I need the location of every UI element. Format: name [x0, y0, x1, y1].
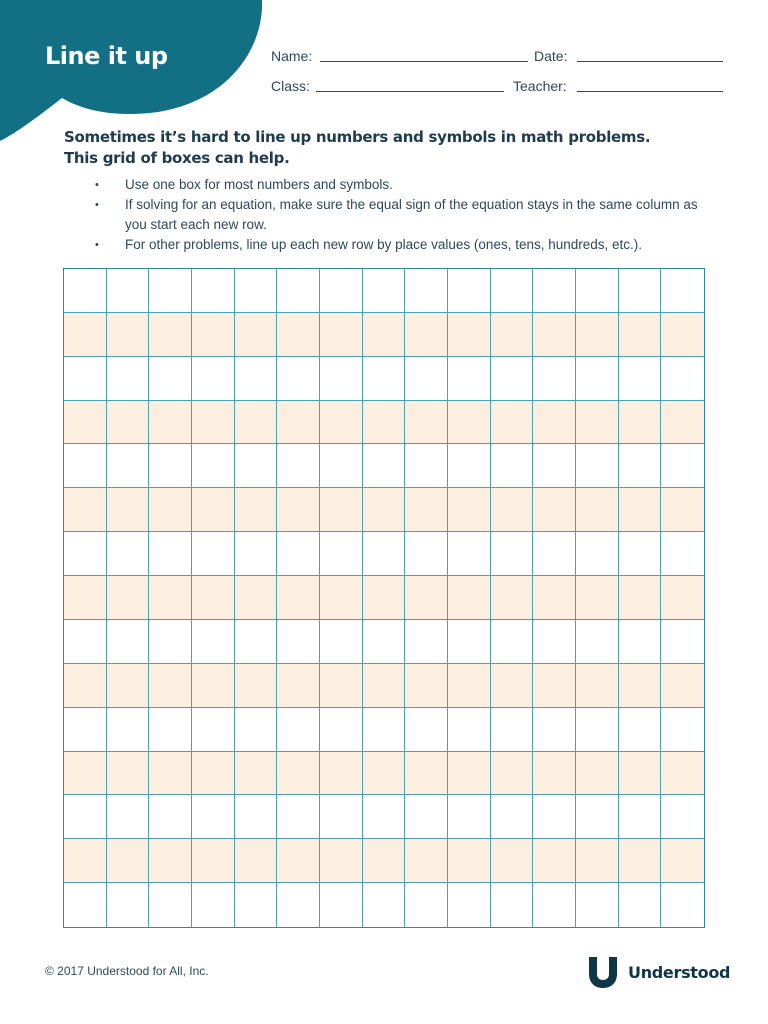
- grid-cell[interactable]: [149, 357, 192, 401]
- grid-cell[interactable]: [448, 883, 491, 927]
- grid-cell[interactable]: [235, 532, 278, 576]
- grid-cell[interactable]: [149, 532, 192, 576]
- grid-cell[interactable]: [363, 620, 406, 664]
- grid-cell[interactable]: [320, 752, 363, 796]
- grid-cell[interactable]: [277, 313, 320, 357]
- grid-cell[interactable]: [405, 620, 448, 664]
- grid-cell[interactable]: [491, 883, 534, 927]
- grid-cell[interactable]: [107, 357, 150, 401]
- grid-cell[interactable]: [235, 357, 278, 401]
- grid-cell[interactable]: [619, 839, 662, 883]
- grid-cell[interactable]: [192, 488, 235, 532]
- grid-cell[interactable]: [64, 401, 107, 445]
- grid-cell[interactable]: [448, 752, 491, 796]
- grid-cell[interactable]: [277, 620, 320, 664]
- grid-cell[interactable]: [277, 708, 320, 752]
- grid-cell[interactable]: [363, 532, 406, 576]
- grid-cell[interactable]: [363, 752, 406, 796]
- grid-cell[interactable]: [235, 664, 278, 708]
- grid-cell[interactable]: [533, 883, 576, 927]
- grid-cell[interactable]: [149, 795, 192, 839]
- grid-cell[interactable]: [405, 795, 448, 839]
- grid-cell[interactable]: [363, 444, 406, 488]
- grid-cell[interactable]: [405, 883, 448, 927]
- grid-cell[interactable]: [149, 883, 192, 927]
- grid-cell[interactable]: [619, 401, 662, 445]
- grid-cell[interactable]: [533, 532, 576, 576]
- grid-cell[interactable]: [64, 269, 107, 313]
- grid-cell[interactable]: [619, 488, 662, 532]
- grid-cell[interactable]: [235, 401, 278, 445]
- grid-cell[interactable]: [533, 664, 576, 708]
- grid-cell[interactable]: [235, 839, 278, 883]
- grid-cell[interactable]: [64, 488, 107, 532]
- grid-cell[interactable]: [448, 532, 491, 576]
- grid-cell[interactable]: [192, 839, 235, 883]
- grid-cell[interactable]: [491, 620, 534, 664]
- grid-cell[interactable]: [107, 401, 150, 445]
- grid-cell[interactable]: [533, 708, 576, 752]
- grid-cell[interactable]: [405, 664, 448, 708]
- grid-cell[interactable]: [320, 620, 363, 664]
- grid-cell[interactable]: [363, 313, 406, 357]
- grid-cell[interactable]: [192, 401, 235, 445]
- grid-cell[interactable]: [405, 444, 448, 488]
- grid-cell[interactable]: [491, 357, 534, 401]
- grid-cell[interactable]: [405, 708, 448, 752]
- grid-cell[interactable]: [661, 401, 704, 445]
- grid-cell[interactable]: [149, 839, 192, 883]
- grid-cell[interactable]: [277, 532, 320, 576]
- grid-cell[interactable]: [107, 313, 150, 357]
- grid-cell[interactable]: [405, 269, 448, 313]
- grid-cell[interactable]: [448, 401, 491, 445]
- grid-cell[interactable]: [576, 269, 619, 313]
- grid-cell[interactable]: [448, 795, 491, 839]
- grid-cell[interactable]: [107, 795, 150, 839]
- grid-cell[interactable]: [277, 488, 320, 532]
- grid-cell[interactable]: [448, 664, 491, 708]
- instruction-text: For other problems, line up each new row by place values (ones, tens, hundreds, etc.).: [125, 237, 643, 252]
- grid-cell[interactable]: [320, 488, 363, 532]
- grid-cell[interactable]: [661, 708, 704, 752]
- grid-cell[interactable]: [107, 620, 150, 664]
- grid-cell[interactable]: [192, 708, 235, 752]
- grid-cell[interactable]: [405, 401, 448, 445]
- grid-cell[interactable]: [235, 708, 278, 752]
- grid-cell[interactable]: [320, 883, 363, 927]
- grid-cell[interactable]: [661, 839, 704, 883]
- grid-cell[interactable]: [192, 752, 235, 796]
- grid-cell[interactable]: [277, 269, 320, 313]
- grid-cell[interactable]: [107, 444, 150, 488]
- grid-cell[interactable]: [64, 795, 107, 839]
- copyright-text: © 2017 Understood for All, Inc.: [45, 964, 209, 978]
- grid-cell[interactable]: [64, 576, 107, 620]
- grid-cell[interactable]: [533, 795, 576, 839]
- grid-cell[interactable]: [661, 444, 704, 488]
- grid-cell[interactable]: [64, 664, 107, 708]
- grid-cell[interactable]: [448, 269, 491, 313]
- grid-cell[interactable]: [533, 620, 576, 664]
- grid-cell[interactable]: [576, 532, 619, 576]
- grid-cell[interactable]: [661, 269, 704, 313]
- grid-cell[interactable]: [192, 269, 235, 313]
- grid-cell[interactable]: [619, 708, 662, 752]
- grid-cell[interactable]: [661, 488, 704, 532]
- grid-cell[interactable]: [320, 708, 363, 752]
- grid-cell[interactable]: [235, 576, 278, 620]
- grid-cell[interactable]: [320, 532, 363, 576]
- grid-cell[interactable]: [235, 752, 278, 796]
- grid-cell[interactable]: [448, 488, 491, 532]
- grid-cell[interactable]: [277, 752, 320, 796]
- name-label: Name:: [271, 48, 313, 64]
- grid-cell[interactable]: [64, 620, 107, 664]
- grid-cell[interactable]: [448, 839, 491, 883]
- grid-cell[interactable]: [277, 839, 320, 883]
- grid-cell[interactable]: [576, 708, 619, 752]
- grid-cell[interactable]: [363, 357, 406, 401]
- grid-cell[interactable]: [192, 883, 235, 927]
- grid-cell[interactable]: [619, 313, 662, 357]
- grid-cell[interactable]: [405, 313, 448, 357]
- grid-cell[interactable]: [192, 664, 235, 708]
- grid-cell[interactable]: [363, 839, 406, 883]
- grid-cell[interactable]: [320, 444, 363, 488]
- grid-cell[interactable]: [661, 576, 704, 620]
- grid-cell[interactable]: [448, 357, 491, 401]
- grid-cell[interactable]: [491, 708, 534, 752]
- grid-cell[interactable]: [619, 576, 662, 620]
- grid-cell[interactable]: [491, 795, 534, 839]
- intro-line-2: This grid of boxes can help.: [64, 149, 290, 167]
- grid-cell[interactable]: [277, 357, 320, 401]
- grid-cell[interactable]: [277, 795, 320, 839]
- grid-cell[interactable]: [320, 357, 363, 401]
- brand-name: Understood: [628, 962, 731, 982]
- grid-cell[interactable]: [149, 664, 192, 708]
- grid-cell[interactable]: [107, 532, 150, 576]
- grid-cell[interactable]: [277, 883, 320, 927]
- grid-cell[interactable]: [149, 576, 192, 620]
- grid-cell[interactable]: [661, 357, 704, 401]
- grid-cell[interactable]: [491, 532, 534, 576]
- date-field[interactable]: [577, 61, 723, 62]
- grid-cell[interactable]: [619, 795, 662, 839]
- grid-cell[interactable]: [661, 313, 704, 357]
- grid-cell[interactable]: [576, 752, 619, 796]
- grid-cell[interactable]: [576, 488, 619, 532]
- grid-cell[interactable]: [64, 532, 107, 576]
- grid-cell[interactable]: [533, 313, 576, 357]
- grid-cell[interactable]: [576, 401, 619, 445]
- grid-cell[interactable]: [491, 488, 534, 532]
- grid-cell[interactable]: [320, 795, 363, 839]
- grid-cell[interactable]: [235, 883, 278, 927]
- teacher-label: Teacher:: [513, 78, 567, 94]
- grid-cell[interactable]: [533, 488, 576, 532]
- grid-cell[interactable]: [64, 839, 107, 883]
- grid-cell[interactable]: [491, 664, 534, 708]
- grid-cell[interactable]: [491, 313, 534, 357]
- grid-cell[interactable]: [533, 357, 576, 401]
- grid-cell[interactable]: [661, 795, 704, 839]
- grid-cell[interactable]: [405, 532, 448, 576]
- list-item: [95, 195, 715, 235]
- grid-cell[interactable]: [533, 444, 576, 488]
- grid-cell[interactable]: [277, 576, 320, 620]
- list-item: [95, 175, 715, 195]
- grid-cell[interactable]: [491, 269, 534, 313]
- grid-cell[interactable]: [491, 752, 534, 796]
- grid-cell[interactable]: [64, 444, 107, 488]
- grid-cell[interactable]: [576, 313, 619, 357]
- class-field[interactable]: [316, 91, 504, 92]
- grid-cell[interactable]: [149, 620, 192, 664]
- grid-cell[interactable]: [576, 795, 619, 839]
- grid-cell[interactable]: [149, 269, 192, 313]
- grid-cell[interactable]: [107, 839, 150, 883]
- grid-cell[interactable]: [363, 708, 406, 752]
- grid-cell[interactable]: [619, 752, 662, 796]
- list-item: [95, 235, 715, 255]
- grid-cell[interactable]: [235, 488, 278, 532]
- grid-cell[interactable]: [107, 883, 150, 927]
- intro-text: [64, 127, 724, 169]
- grid-cell[interactable]: [149, 444, 192, 488]
- grid-cell[interactable]: [661, 752, 704, 796]
- grid-cell[interactable]: [64, 883, 107, 927]
- grid-cell[interactable]: [619, 664, 662, 708]
- grid-cell[interactable]: [491, 444, 534, 488]
- grid-cell[interactable]: [235, 444, 278, 488]
- grid-cell[interactable]: [107, 576, 150, 620]
- grid-cell[interactable]: [405, 839, 448, 883]
- grid-cell[interactable]: [64, 357, 107, 401]
- grid-cell[interactable]: [363, 269, 406, 313]
- grid-cell[interactable]: [192, 795, 235, 839]
- grid-cell[interactable]: [661, 532, 704, 576]
- grid-cell[interactable]: [448, 444, 491, 488]
- grid-cell[interactable]: [533, 269, 576, 313]
- intro-line-1: Sometimes it’s hard to line up numbers and symbols in math problems.: [64, 128, 651, 146]
- grid-cell[interactable]: [576, 839, 619, 883]
- grid-cell[interactable]: [533, 576, 576, 620]
- grid-cell[interactable]: [107, 708, 150, 752]
- grid-cell[interactable]: [619, 620, 662, 664]
- grid-cell[interactable]: [107, 664, 150, 708]
- bullet-icon: •: [95, 199, 99, 211]
- grid-cell[interactable]: [149, 313, 192, 357]
- grid-cell[interactable]: [363, 883, 406, 927]
- grid-cell[interactable]: [192, 313, 235, 357]
- grid-cell[interactable]: [661, 620, 704, 664]
- grid-cell[interactable]: [235, 313, 278, 357]
- grid-cell[interactable]: [448, 313, 491, 357]
- grid-cell[interactable]: [235, 620, 278, 664]
- grid-cell[interactable]: [64, 313, 107, 357]
- grid-cell[interactable]: [405, 357, 448, 401]
- grid-cell[interactable]: [149, 401, 192, 445]
- grid-cell[interactable]: [491, 401, 534, 445]
- grid-cell[interactable]: [576, 664, 619, 708]
- grid-cell[interactable]: [491, 839, 534, 883]
- grid-cell[interactable]: [448, 620, 491, 664]
- instruction-list: [95, 175, 715, 255]
- grid-cell[interactable]: [363, 795, 406, 839]
- grid-cell[interactable]: [661, 664, 704, 708]
- grid-cell[interactable]: [533, 839, 576, 883]
- grid-cell[interactable]: [448, 576, 491, 620]
- teacher-field[interactable]: [577, 91, 723, 92]
- grid-cell[interactable]: [619, 444, 662, 488]
- grid-cell[interactable]: [405, 576, 448, 620]
- grid-cell[interactable]: [533, 752, 576, 796]
- grid-cell[interactable]: [576, 357, 619, 401]
- instruction-text: If solving for an equation, make sure the equal sign of the equation stays in the same column as you start each new row.: [125, 197, 698, 232]
- grid-cell[interactable]: [107, 752, 150, 796]
- grid-cell[interactable]: [192, 357, 235, 401]
- page-title: Line it up: [45, 42, 168, 70]
- grid-cell[interactable]: [576, 444, 619, 488]
- grid-cell[interactable]: [320, 664, 363, 708]
- grid-cell[interactable]: [363, 401, 406, 445]
- grid-cell[interactable]: [320, 269, 363, 313]
- grid-cell[interactable]: [149, 708, 192, 752]
- grid-cell[interactable]: [192, 620, 235, 664]
- name-field[interactable]: [320, 61, 528, 62]
- grid-cell[interactable]: [107, 269, 150, 313]
- grid-cell[interactable]: [192, 532, 235, 576]
- grid-cell[interactable]: [661, 883, 704, 927]
- grid-cell[interactable]: [107, 488, 150, 532]
- grid-cell[interactable]: [320, 313, 363, 357]
- grid-cell[interactable]: [277, 401, 320, 445]
- math-grid: [63, 268, 705, 928]
- grid-cell[interactable]: [277, 664, 320, 708]
- bullet-icon: •: [95, 239, 99, 251]
- grid-cell[interactable]: [619, 357, 662, 401]
- grid-cell[interactable]: [277, 444, 320, 488]
- grid-cell[interactable]: [149, 488, 192, 532]
- grid-cell[interactable]: [405, 488, 448, 532]
- grid-cell[interactable]: [576, 576, 619, 620]
- brand-logo: [586, 955, 730, 989]
- grid-cell[interactable]: [192, 576, 235, 620]
- grid-cell[interactable]: [619, 883, 662, 927]
- grid-cell[interactable]: [448, 708, 491, 752]
- grid-cell[interactable]: [235, 795, 278, 839]
- instruction-text: Use one box for most numbers and symbols.: [125, 177, 393, 192]
- grid-cell[interactable]: [363, 664, 406, 708]
- grid-cell[interactable]: [64, 708, 107, 752]
- grid-cell[interactable]: [149, 752, 192, 796]
- header-blob-shape: [0, 0, 270, 145]
- grid-cell[interactable]: [619, 269, 662, 313]
- grid-cell[interactable]: [363, 576, 406, 620]
- grid-cell[interactable]: [363, 488, 406, 532]
- grid-cell[interactable]: [235, 269, 278, 313]
- grid-cell[interactable]: [192, 444, 235, 488]
- grid-cell[interactable]: [533, 401, 576, 445]
- class-label: Class:: [271, 78, 310, 94]
- grid-cell[interactable]: [491, 576, 534, 620]
- grid-cell[interactable]: [405, 752, 448, 796]
- grid-cell[interactable]: [64, 752, 107, 796]
- date-label: Date:: [534, 48, 568, 64]
- grid-cell[interactable]: [576, 883, 619, 927]
- bullet-icon: •: [95, 179, 99, 191]
- grid-cell[interactable]: [320, 576, 363, 620]
- grid-cell[interactable]: [320, 839, 363, 883]
- grid-cell[interactable]: [320, 401, 363, 445]
- grid-cell[interactable]: [576, 620, 619, 664]
- understood-u-logo-icon: [586, 955, 620, 989]
- grid-cell[interactable]: [619, 532, 662, 576]
